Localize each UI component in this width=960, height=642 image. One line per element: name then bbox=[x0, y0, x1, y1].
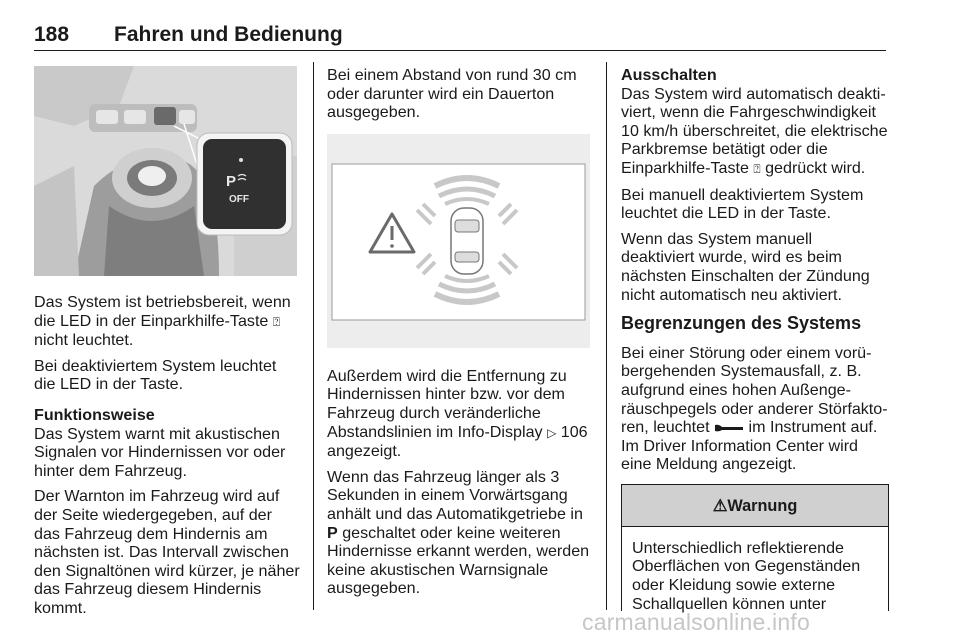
watermark: carmanualsonline.info bbox=[582, 609, 810, 635]
continuous-tone-text: Bei einem Abstand von rund 30 cm oder darunter wird ein Dauerton ausgegeben. bbox=[327, 66, 577, 122]
column-divider-1 bbox=[313, 62, 314, 610]
parking-assist-icon: ⍰ bbox=[272, 314, 281, 329]
warning-title: Warnung bbox=[727, 496, 798, 515]
auto-deactivation-text-end: gedrückt wird. bbox=[765, 158, 866, 177]
column-2 bbox=[327, 66, 597, 605]
page-reference: 106 bbox=[560, 422, 588, 441]
parking-assist-icon: ⍰ bbox=[753, 161, 761, 176]
warning-header bbox=[622, 485, 888, 527]
page-reference-icon: ▷ bbox=[547, 425, 557, 440]
car-top-view-icon bbox=[451, 208, 483, 274]
funktionsweise-heading: Funktionsweise bbox=[34, 405, 155, 424]
ready-text: Das System ist betriebsbereit, wenn die LED in der Einparkhilfe-Taste bbox=[34, 293, 291, 330]
page-header bbox=[34, 0, 886, 51]
dic-message-text: Im Driver Information Center wird eine Meldung angezeigt. bbox=[621, 436, 858, 474]
column-3 bbox=[621, 66, 889, 611]
page-title: Fahren und Bedienung bbox=[114, 23, 343, 46]
begrenzungen-heading: Begrenzungen des Systems bbox=[621, 313, 862, 334]
warning-triangle-icon: ⚠ bbox=[712, 496, 728, 515]
ready-text-end: nicht leuchtet. bbox=[34, 331, 134, 350]
manual-deactivation-text: Bei manuell deaktiviertem System leuchtet die LED in der Taste. bbox=[621, 185, 864, 223]
warning-tone-text: Der Warnton im Fahrzeug wird auf der Seite wiedergegeben, auf der das Fahrzeug dem Hindernis am nächsten ist. Das Intervall zwischen den Signaltönen wird kürzer, je näher das Fahrzeug diesem Hindernis kommt. bbox=[34, 487, 300, 617]
auto-deactivation-text: Das System wird automatisch deaktiviert, wenn die Fahrgeschwindigkeit 10 km/h überschreitet, die elektrische Parkbremse betätigt oder die Einparkhilfe-Taste bbox=[621, 84, 888, 177]
fault-text: Bei einer Störung oder einem vorübergehenden Systemausfall, z. B. aufgrund eines hohen Außengeräuschpegels oder anderer Störfaktoren, leuchtet bbox=[621, 343, 888, 437]
warning-signals-text: Das System warnt mit akustischen Signalen vor Hindernissen vor oder hinter dem Fahrzeug. bbox=[34, 424, 286, 480]
off-button-label: OFF bbox=[229, 194, 249, 205]
reactivation-text: Wenn das System manuell deaktiviert wurde, wird es beim nächsten Einschalten der Zündung nicht automatisch neu aktiviert. bbox=[621, 229, 870, 304]
stopped-vehicle-text: Wenn das Fahrzeug länger als 3 Sekunden in einem Vorwärtsgang anhält und das Automatikgetriebe in bbox=[327, 467, 583, 523]
deactivated-text: Bei deaktiviertem System leuchtet die LED in der Taste. bbox=[34, 356, 277, 394]
column-1 bbox=[34, 66, 301, 625]
parking-button-photo bbox=[34, 66, 297, 276]
warning-box bbox=[621, 484, 889, 611]
distance-lines-text-end: angezeigt. bbox=[327, 442, 402, 461]
parking-fault-icon bbox=[714, 423, 744, 433]
stopped-vehicle-text-end: geschaltet oder keine weiteren Hindernisse erkannt werden, werden keine akustischen Warnsignale ausgegeben. bbox=[327, 523, 590, 598]
ausschalten-heading: Ausschalten bbox=[621, 66, 717, 84]
warning-text: Unterschiedlich reflektierende Oberflächen von Gegenständen oder Kleidung sowie externe Schallquellen können unter bbox=[632, 538, 861, 613]
distance-lines-text: Außerdem wird die Entfernung zu Hindernissen hinter bzw. vor dem Fahrzeug durch veränderliche Abstandslinien im Info-Display bbox=[327, 366, 567, 441]
park-gear-label: P bbox=[327, 523, 338, 542]
page-number: 188 bbox=[34, 23, 70, 46]
svg-text:P: P bbox=[226, 173, 237, 190]
column-divider-2 bbox=[606, 62, 607, 610]
distance-display-diagram bbox=[327, 134, 590, 348]
fault-text-end: im Instrument auf. bbox=[748, 418, 878, 437]
